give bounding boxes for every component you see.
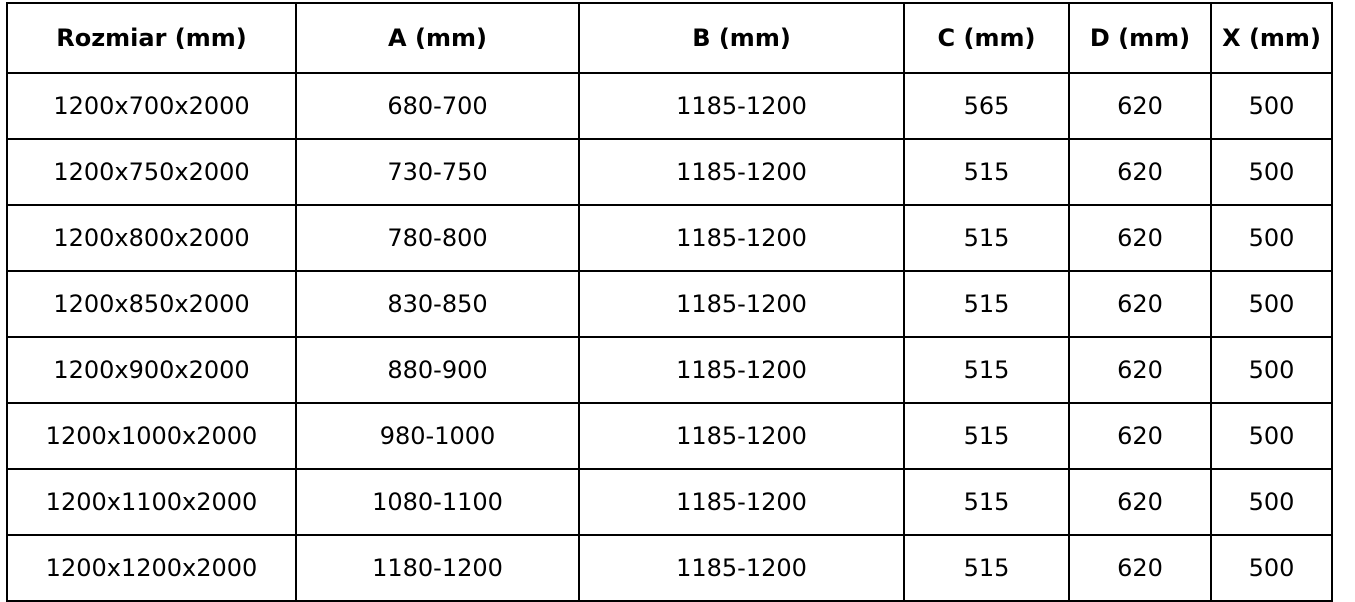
cell-x: 500 (1211, 403, 1332, 469)
cell-size: 1200x800x2000 (7, 205, 296, 271)
cell-b: 1185-1200 (579, 205, 904, 271)
cell-d: 620 (1069, 205, 1211, 271)
cell-b: 1185-1200 (579, 535, 904, 601)
table-row (7, 139, 1332, 205)
cell-a: 880-900 (296, 337, 579, 403)
cell-d: 620 (1069, 403, 1211, 469)
table-row (7, 535, 1332, 601)
cell-c: 515 (904, 403, 1069, 469)
cell-b: 1185-1200 (579, 469, 904, 535)
cell-x: 500 (1211, 73, 1332, 139)
table-row (7, 271, 1332, 337)
cell-size: 1200x900x2000 (7, 337, 296, 403)
cell-size: 1200x1200x2000 (7, 535, 296, 601)
column-header-c: C (mm) (904, 3, 1069, 73)
cell-size: 1200x850x2000 (7, 271, 296, 337)
table-row (7, 337, 1332, 403)
cell-a: 680-700 (296, 73, 579, 139)
table-row (7, 205, 1332, 271)
cell-x: 500 (1211, 535, 1332, 601)
cell-b: 1185-1200 (579, 73, 904, 139)
cell-b: 1185-1200 (579, 271, 904, 337)
cell-a: 1180-1200 (296, 535, 579, 601)
cell-b: 1185-1200 (579, 337, 904, 403)
table-header-row (7, 3, 1332, 73)
cell-b: 1185-1200 (579, 403, 904, 469)
column-header-b: B (mm) (579, 3, 904, 73)
cell-c: 515 (904, 205, 1069, 271)
table-row (7, 403, 1332, 469)
cell-size: 1200x700x2000 (7, 73, 296, 139)
cell-c: 515 (904, 271, 1069, 337)
cell-c: 515 (904, 469, 1069, 535)
table-row (7, 73, 1332, 139)
cell-c: 565 (904, 73, 1069, 139)
cell-size: 1200x750x2000 (7, 139, 296, 205)
cell-x: 500 (1211, 337, 1332, 403)
cell-x: 500 (1211, 271, 1332, 337)
cell-a: 730-750 (296, 139, 579, 205)
cell-d: 620 (1069, 535, 1211, 601)
cell-a: 980-1000 (296, 403, 579, 469)
cell-x: 500 (1211, 469, 1332, 535)
cell-x: 500 (1211, 139, 1332, 205)
column-header-a: A (mm) (296, 3, 579, 73)
cell-a: 1080-1100 (296, 469, 579, 535)
cell-size: 1200x1100x2000 (7, 469, 296, 535)
cell-c: 515 (904, 535, 1069, 601)
cell-x: 500 (1211, 205, 1332, 271)
cell-d: 620 (1069, 469, 1211, 535)
cell-c: 515 (904, 337, 1069, 403)
cell-c: 515 (904, 139, 1069, 205)
cell-size: 1200x1000x2000 (7, 403, 296, 469)
dimensions-table (6, 2, 1333, 602)
table-body (7, 73, 1332, 601)
cell-b: 1185-1200 (579, 139, 904, 205)
cell-d: 620 (1069, 139, 1211, 205)
cell-d: 620 (1069, 337, 1211, 403)
column-header-x: X (mm) (1211, 3, 1332, 73)
cell-d: 620 (1069, 271, 1211, 337)
table-header (7, 3, 1332, 73)
cell-a: 780-800 (296, 205, 579, 271)
column-header-rozmiar: Rozmiar (mm) (7, 3, 296, 73)
column-header-d: D (mm) (1069, 3, 1211, 73)
cell-a: 830-850 (296, 271, 579, 337)
cell-d: 620 (1069, 73, 1211, 139)
table-row (7, 469, 1332, 535)
